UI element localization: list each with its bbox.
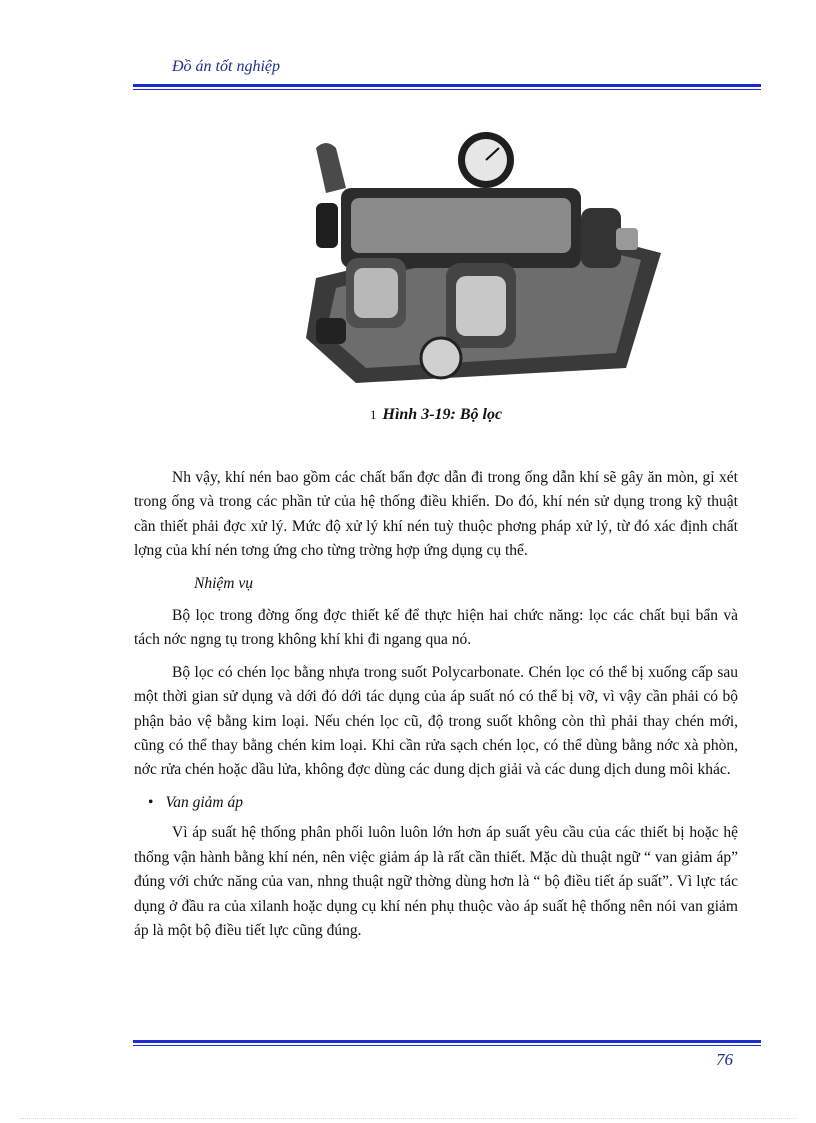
paragraph: Bộ lọc trong đờng ống đợc thiết kế để thực hiện hai chức năng: lọc các chất bụi bẩn và tách nớc ngng tụ trong không khí khi đi ngang qua nó.	[134, 607, 738, 649]
bullet-dot-icon: •	[148, 793, 154, 811]
caption-text: Hình 3-19: Bộ lọc	[382, 406, 503, 423]
page-number: 76	[716, 1050, 733, 1069]
page-header-title: Đồ án tốt nghiệp	[172, 58, 280, 75]
page-edge	[20, 1118, 796, 1119]
body-text	[134, 466, 738, 951]
header-rule	[133, 84, 761, 90]
paragraph: Nh vậy, khí nén bao gồm các chất bẩn đợc dẫn đi trong ống dẫn khí sẽ gây ăn mòn, gỉ xét trong ống và trong các phần tử của hệ thống điều khiển. Do đó, khí nén sử dụng trong kỹ thuật cần thiết phải đợc xử lý. Mức độ xử lý khí nén tuỳ thuộc phơng pháp xử lý, từ đó xác định chất lợng của khí nén tơng ứng cho từng trờng hợp ứng dụng cụ thể.	[134, 469, 738, 560]
subheading: Nhiệm vụ	[194, 574, 253, 592]
bullet-label: Van giảm áp	[165, 793, 243, 811]
paragraph: Vì áp suất hệ thống phân phối luôn luôn lớn hơn áp suất yêu cầu của các thiết bị hoặc hệ thống vận hành bằng khí nén, nên việc giảm áp là rất cần thiết. Mặc dù thuật ngữ “ van giảm áp” đúng với chức năng của van, nhng thuật ngữ thờng dùng hơn là “ bộ điều tiết áp suất”. Vì lực tác dụng ở đầu ra của xilanh hoặc dụng cụ khí nén phụ thuộc vào áp suất hệ thống nên nói van giảm áp là một bộ điều tiết lực cũng đúng.	[134, 824, 738, 939]
filter-unit-photo	[296, 128, 666, 396]
footer-rule	[133, 1040, 761, 1046]
figure-caption	[370, 406, 502, 424]
bullet-item	[134, 791, 738, 815]
caption-mark: 1	[370, 407, 377, 422]
paragraph: Bộ lọc có chén lọc bằng nhựa trong suốt Polycarbonate. Chén lọc có thể bị xuống cấp sau một thời gian sử dụng và dới đó dới tác dụng của áp suất nó có thể bị vỡ, vì vậy cần phải có bộ phận bảo vệ bằng kim loại. Nếu chén lọc cũ, độ trong suốt không còn thì phải thay chén mới, cũng có thể thay bằng chén kim loại. Khi cần rửa sạch chén lọc, có thể dùng bằng nớc xà phòn, nớc rửa chén hoặc dầu lửa, không đợc dùng các dung dịch giải và các dung dịch dung môi khác.	[134, 663, 738, 779]
